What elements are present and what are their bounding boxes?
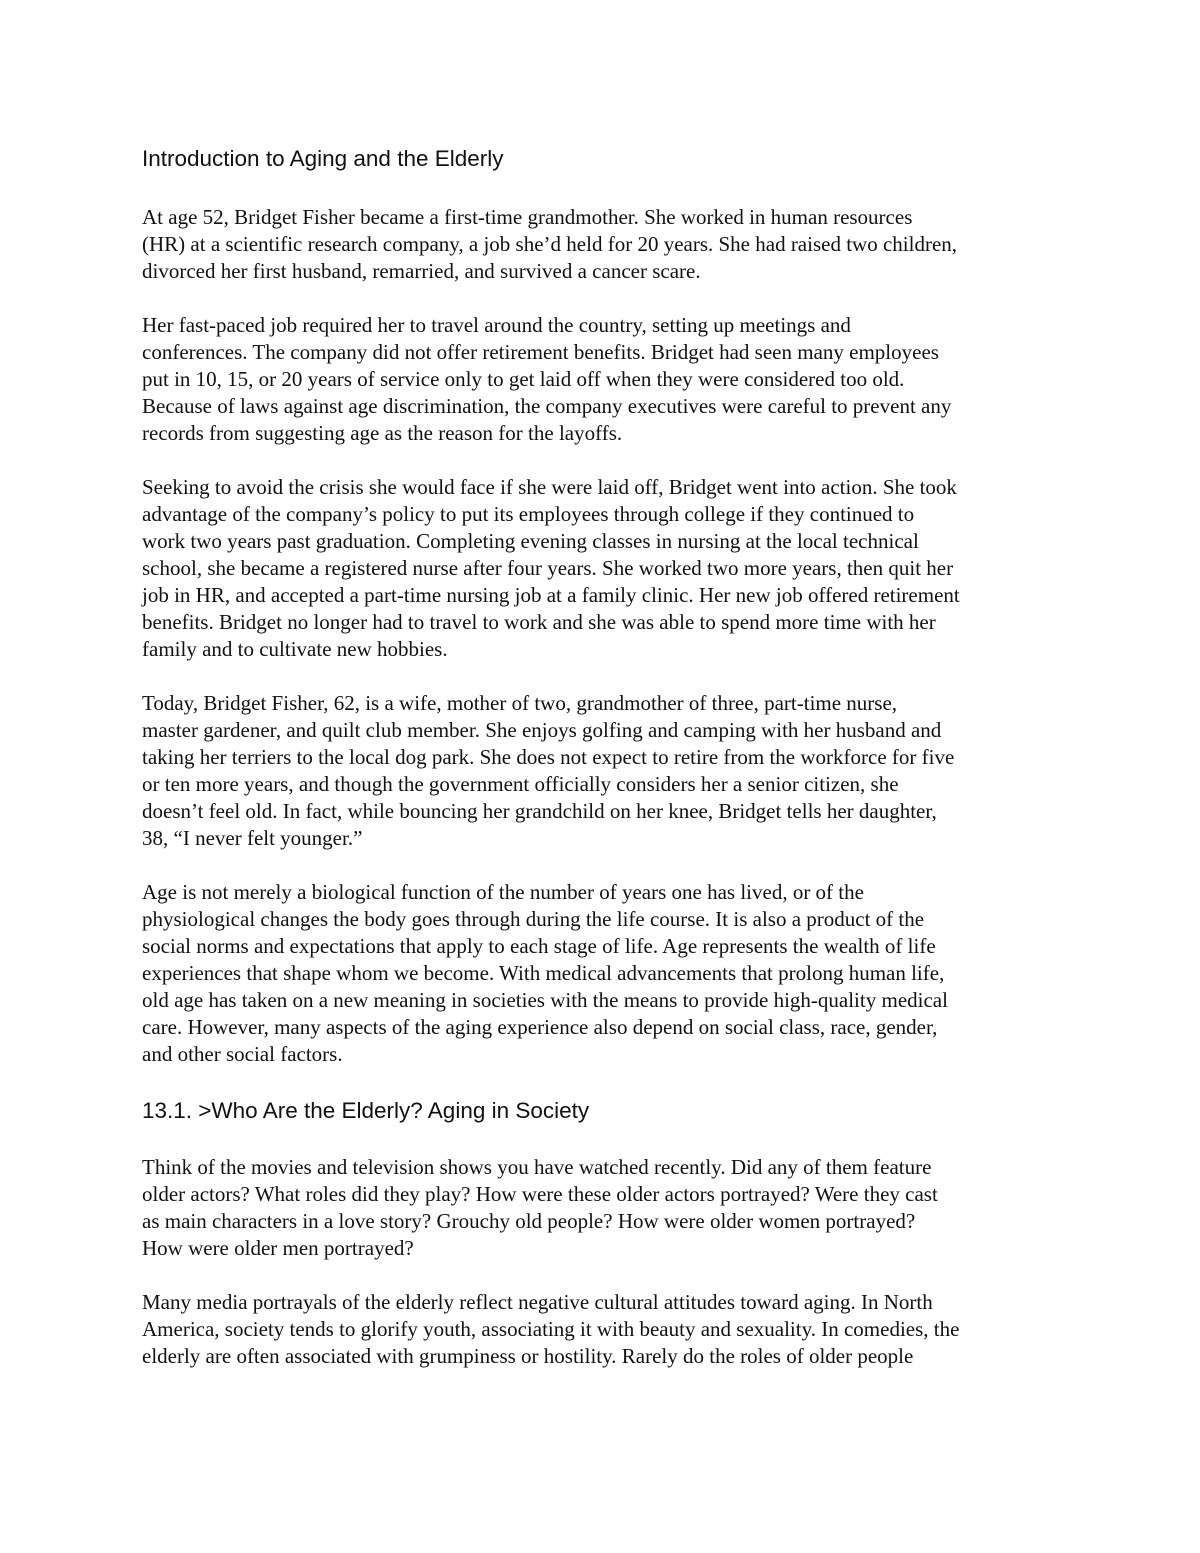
document-body: [142, 144, 1072, 1397]
paragraph-13-1-1: Think of the movies and television shows you have watched recently. Did any of them feature older actors? What roles did they play? How were these older actors portrayed? Were they cast as main characters in a love story? Grouchy old people? How were older women portrayed? How were older men portrayed?: [142, 1155, 938, 1260]
section-heading-13-1: 13.1. >Who Are the Elderly? Aging in Society: [142, 1098, 590, 1123]
paragraph-intro-5: Age is not merely a biological function of the number of years one has lived, or of the physiological changes the body goes through during the life course. It is also a product of the social norms and expectations that apply to each stage of life. Age represents the wealth of life experiences that shape whom we become. With medical advancements that prolong human life, old age has taken on a new meaning in societies with the means to provide high-quality medical care. However, many aspects of the aging experience also depend on social class, race, gender, and other social factors.: [142, 880, 948, 1066]
paragraph-13-1-2: Many media portrayals of the elderly reflect negative cultural attitudes toward aging. In North America, society tends to glorify youth, associating it with beauty and sexuality. In comedies, the elderly are often associated with grumpiness or hostility. Rarely do the roles of older people: [142, 1290, 960, 1368]
section-heading-intro: Introduction to Aging and the Elderly: [142, 146, 504, 171]
paragraph-intro-3: Seeking to avoid the crisis she would face if she were laid off, Bridget went into action. She took advantage of the company’s policy to put its employees through college if they continued to work two years past graduation. Completing evening classes in nursing at the local technical school, she became a registered nurse after four years. She worked two more years, then quit her job in HR, and accepted a part-time nursing job at a family clinic. Her new job offered retirement benefits. Bridget no longer had to travel to work and she was able to spend more time with her family and to cultivate new hobbies.: [142, 475, 960, 661]
paragraph-intro-4: Today, Bridget Fisher, 62, is a wife, mother of two, grandmother of three, part-time nurse, master gardener, and quilt club member. She enjoys golfing and camping with her husband and taking her terriers to the local dog park. She does not expect to retire from the workforce for five or ten more years, and though the government officially considers her a senior citizen, she doesn’t feel old. In fact, while bouncing her grandchild on her knee, Bridget tells her daughter, 38, “I never felt younger.”: [142, 691, 955, 850]
paragraph-intro-2: Her fast-paced job required her to travel around the country, setting up meetings and conferences. The company did not offer retirement benefits. Bridget had seen many employees put in 10, 15, or 20 years of service only to get laid off when they were considered too old. Because of laws against age discrimination, the company executives were careful to prevent any records from suggesting age as the reason for the layoffs.: [142, 313, 952, 445]
paragraph-intro-1: At age 52, Bridget Fisher became a first-time grandmother. She worked in human resources (HR) at a scientific research company, a job she’d held for 20 years. She had raised two children, divorced her first husband, remarried, and survived a cancer scare.: [142, 205, 958, 283]
